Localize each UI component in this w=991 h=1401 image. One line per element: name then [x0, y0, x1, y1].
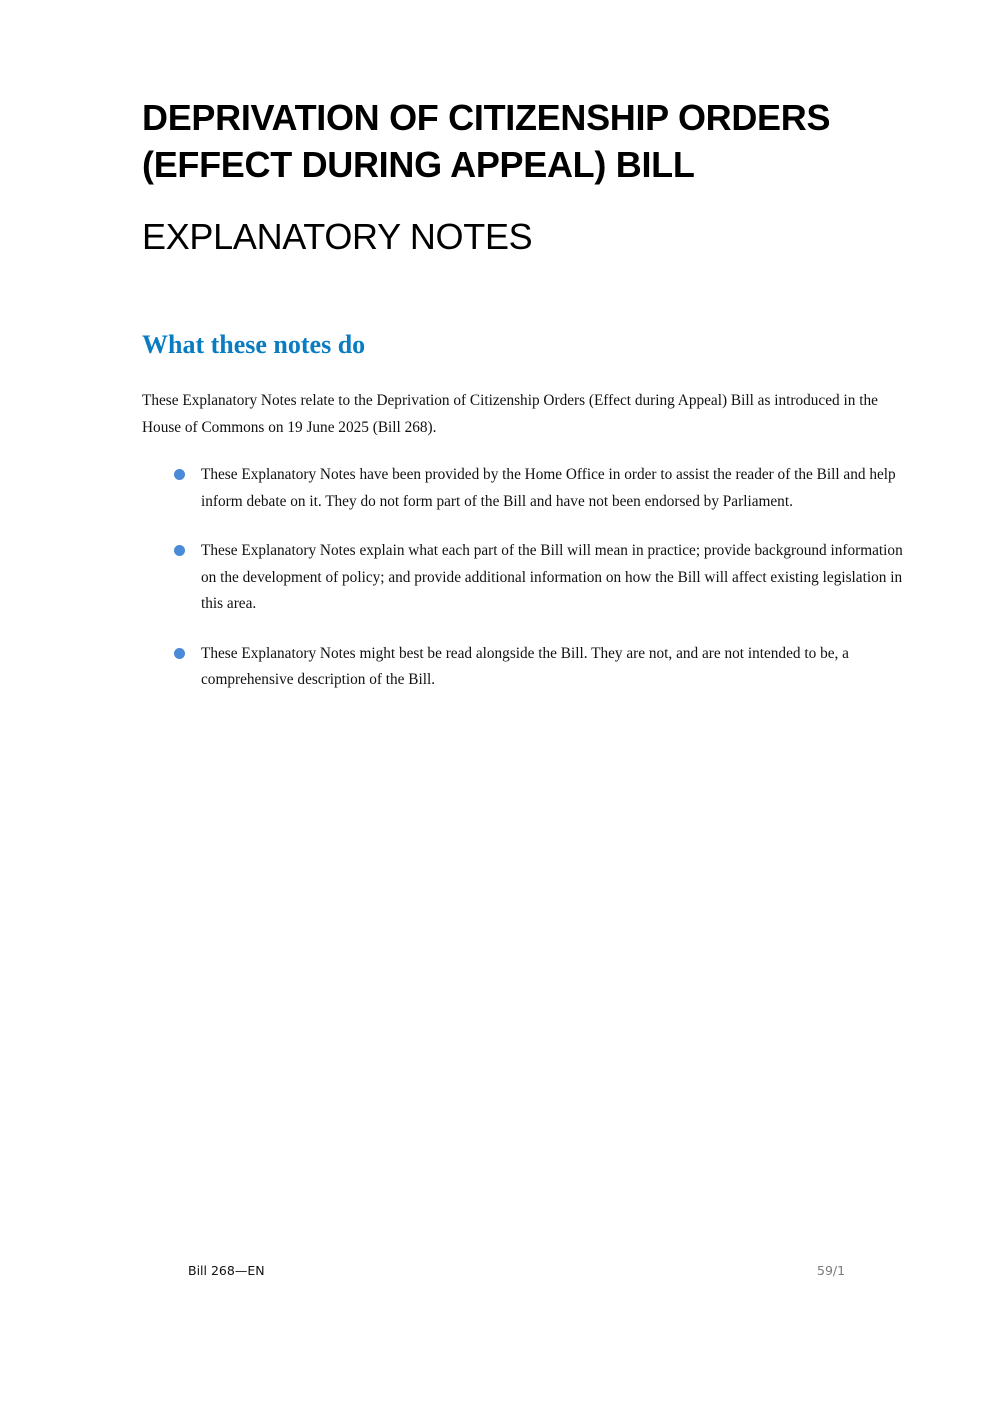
bullet-icon: [174, 469, 185, 480]
footer-bill-reference: Bill 268—EN: [188, 1263, 265, 1278]
document-subtitle: EXPLANATORY NOTES: [142, 216, 533, 257]
bullet-text: These Explanatory Notes might best be read alongside the Bill. They are not, and are not intended to be, a comprehensive description of the Bill.: [201, 644, 849, 688]
title-line-1: DEPRIVATION OF CITIZENSHIP ORDERS: [142, 97, 831, 138]
bullet-list: [174, 462, 904, 717]
footer-page-number: 59/1: [817, 1263, 846, 1278]
bullet-text: These Explanatory Notes explain what each part of the Bill will mean in practice; provide background information on the development of policy; and provide additional information on how the Bill will affect existing legislation in this area.: [201, 542, 903, 612]
bullet-text: These Explanatory Notes have been provided by the Home Office in order to assist the reader of the Bill and help inform debate on it. They do not form part of the Bill and have not been endorsed by Parliament.: [201, 466, 896, 510]
list-item: [174, 538, 904, 618]
intro-paragraph: These Explanatory Notes relate to the Deprivation of Citizenship Orders (Effect during Appeal) Bill as introduced in the House of Commons on 19 June 2025 (Bill 268).: [142, 392, 878, 436]
title-line-2: (EFFECT DURING APPEAL) BILL: [142, 144, 695, 185]
bullet-icon: [174, 648, 185, 659]
bullet-icon: [174, 545, 185, 556]
list-item: [174, 641, 904, 694]
list-item: [174, 462, 904, 515]
section-heading: What these notes do: [142, 330, 366, 359]
document-title: [142, 94, 902, 188]
